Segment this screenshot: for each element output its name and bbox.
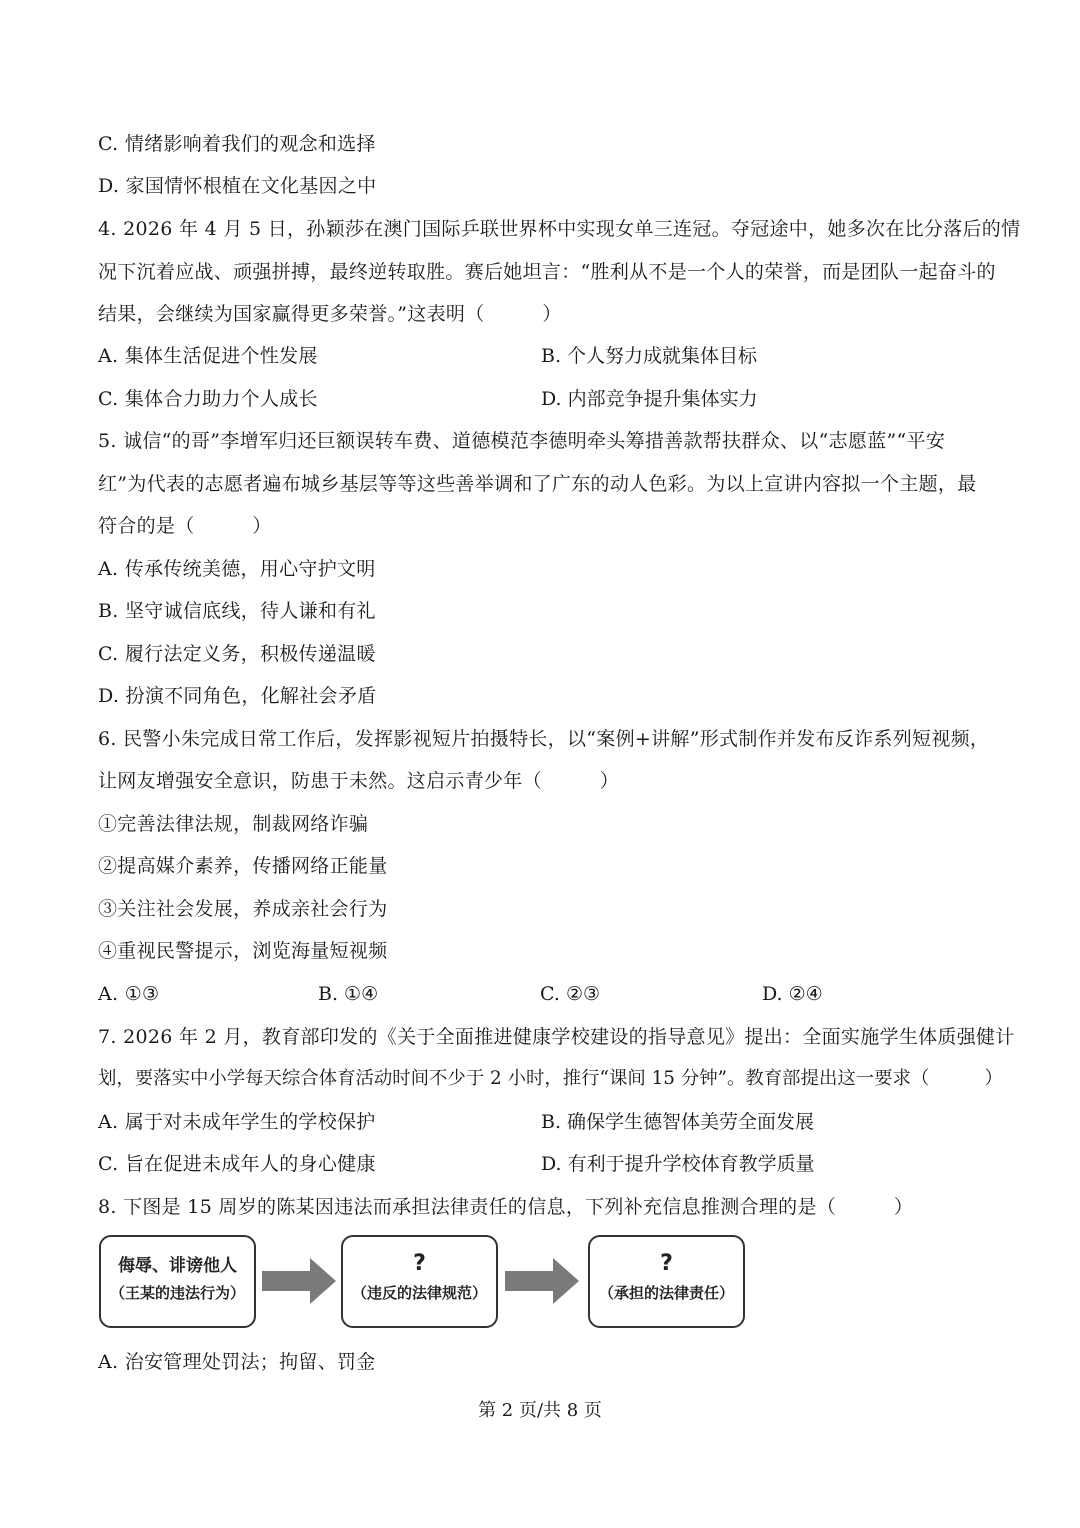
question-6-statement-4: ④重视民警提示，浏览海量短视频 [98,940,388,962]
arrow-right-icon [505,1258,579,1304]
question-4-line-3: 结果，会继续为国家赢得更多荣誉。”这表明（ ） [98,303,562,325]
question-8-option-a: A. 治安管理处罚法；拘留、罚金 [98,1351,376,1373]
question-5-line-2: 红”为代表的志愿者遍布城乡基层等等这些善举调和了广东的动人色彩。为以上宣讲内容拟一个主题，最 [98,473,977,495]
question-6-statement-3: ③关注社会发展，养成亲社会行为 [98,898,388,920]
question-6-option-c: C. ②③ [540,983,601,1005]
legal-liability-question-mark: ? [660,1251,673,1276]
question-6-option-b: B. ①④ [318,983,379,1005]
question-4-option-d: D. 内部竞争提升集体实力 [541,388,758,410]
question-7-option-b: B. 确保学生德智体美劳全面发展 [541,1111,815,1133]
question-5-option-d: D. 扮演不同角色，化解社会矛盾 [98,685,377,707]
arrow-right-icon [262,1258,336,1304]
question-4-option-b: B. 个人努力成就集体目标 [541,345,758,367]
question-5-option-a: A. 传承传统美德，用心守护文明 [98,558,376,580]
violated-law-question-mark: ? [413,1251,426,1276]
question-4-line-2: 况下沉着应战、顽强拼搏，最终逆转取胜。赛后她坦言：“胜利从不是一个人的荣誉，而是团队一起奋斗的 [98,261,996,283]
question-6-line-1: 6. 民警小朱完成日常工作后，发挥影视短片拍摄特长，以“案例+讲解”形式制作并发布反诈系列短视频， [98,728,990,750]
line-c-emotion: C. 情绪影响着我们的观念和选择 [98,133,376,155]
illegal-act-caption: （王某的违法行为） [109,1284,245,1302]
question-7-option-d: D. 有利于提升学校体育教学质量 [541,1153,815,1175]
question-6-statement-1: ①完善法律法规，制裁网络诈骗 [98,813,369,835]
violated-law-box [341,1235,498,1328]
violated-law-caption: （违反的法律规范） [351,1284,487,1302]
illegal-act-text: 侮辱、诽谤他人 [118,1256,237,1276]
question-5-line-1: 5. 诚信“的哥”李增军归还巨额误转车费、道德模范李德明牵头筹措善款帮扶群众、以“志愿蓝”“平安 [98,430,946,452]
page-footer: 第 2 页/共 8 页 [478,1400,602,1421]
question-7-line-1: 7. 2026 年 2 月，教育部印发的《关于全面推进健康学校建设的指导意见》提出：全面实施学生体质强健计 [98,1026,1015,1048]
legal-liability-caption: （承担的法律责任） [598,1284,734,1302]
question-5-option-c: C. 履行法定义务，积极传递温暖 [98,643,376,665]
illegal-act-box [99,1235,256,1328]
question-7-option-c: C. 旨在促进未成年人的身心健康 [98,1153,376,1175]
question-6-option-a: A. ①③ [98,983,160,1005]
question-4-option-c: C. 集体合力助力个人成长 [98,388,318,410]
question-6-statement-2: ②提高媒介素养，传播网络正能量 [98,855,388,877]
line-d-patriotism: D. 家国情怀根植在文化基因之中 [98,175,377,197]
question-4-option-a: A. 集体生活促进个性发展 [98,345,318,367]
question-5-option-b: B. 坚守诚信底线，待人谦和有礼 [98,600,376,622]
question-7-line-2: 划，要落实中小学每天综合体育活动时间不少于 2 小时，推行“课间 15 分钟”。教育部提出这一要求（ ） [98,1068,1003,1089]
question-8-line-1: 8. 下图是 15 周岁的陈某因违法而承担法律责任的信息，下列补充信息推测合理的是（ ） [98,1196,914,1218]
question-6-line-2: 让网友增强安全意识，防患于未然。这启示青少年（ ） [98,770,620,792]
question-4-line-1: 4. 2026 年 4 月 5 日，孙颖莎在澳门国际乒联世界杯中实现女单三连冠。夺冠途中，她多次在比分落后的情 [98,218,1021,240]
question-6-option-d: D. ②④ [762,983,823,1005]
question-5-line-3: 符合的是（ ） [98,515,272,537]
legal-liability-box [588,1235,745,1328]
question-7-option-a: A. 属于对未成年学生的学校保护 [98,1111,376,1133]
